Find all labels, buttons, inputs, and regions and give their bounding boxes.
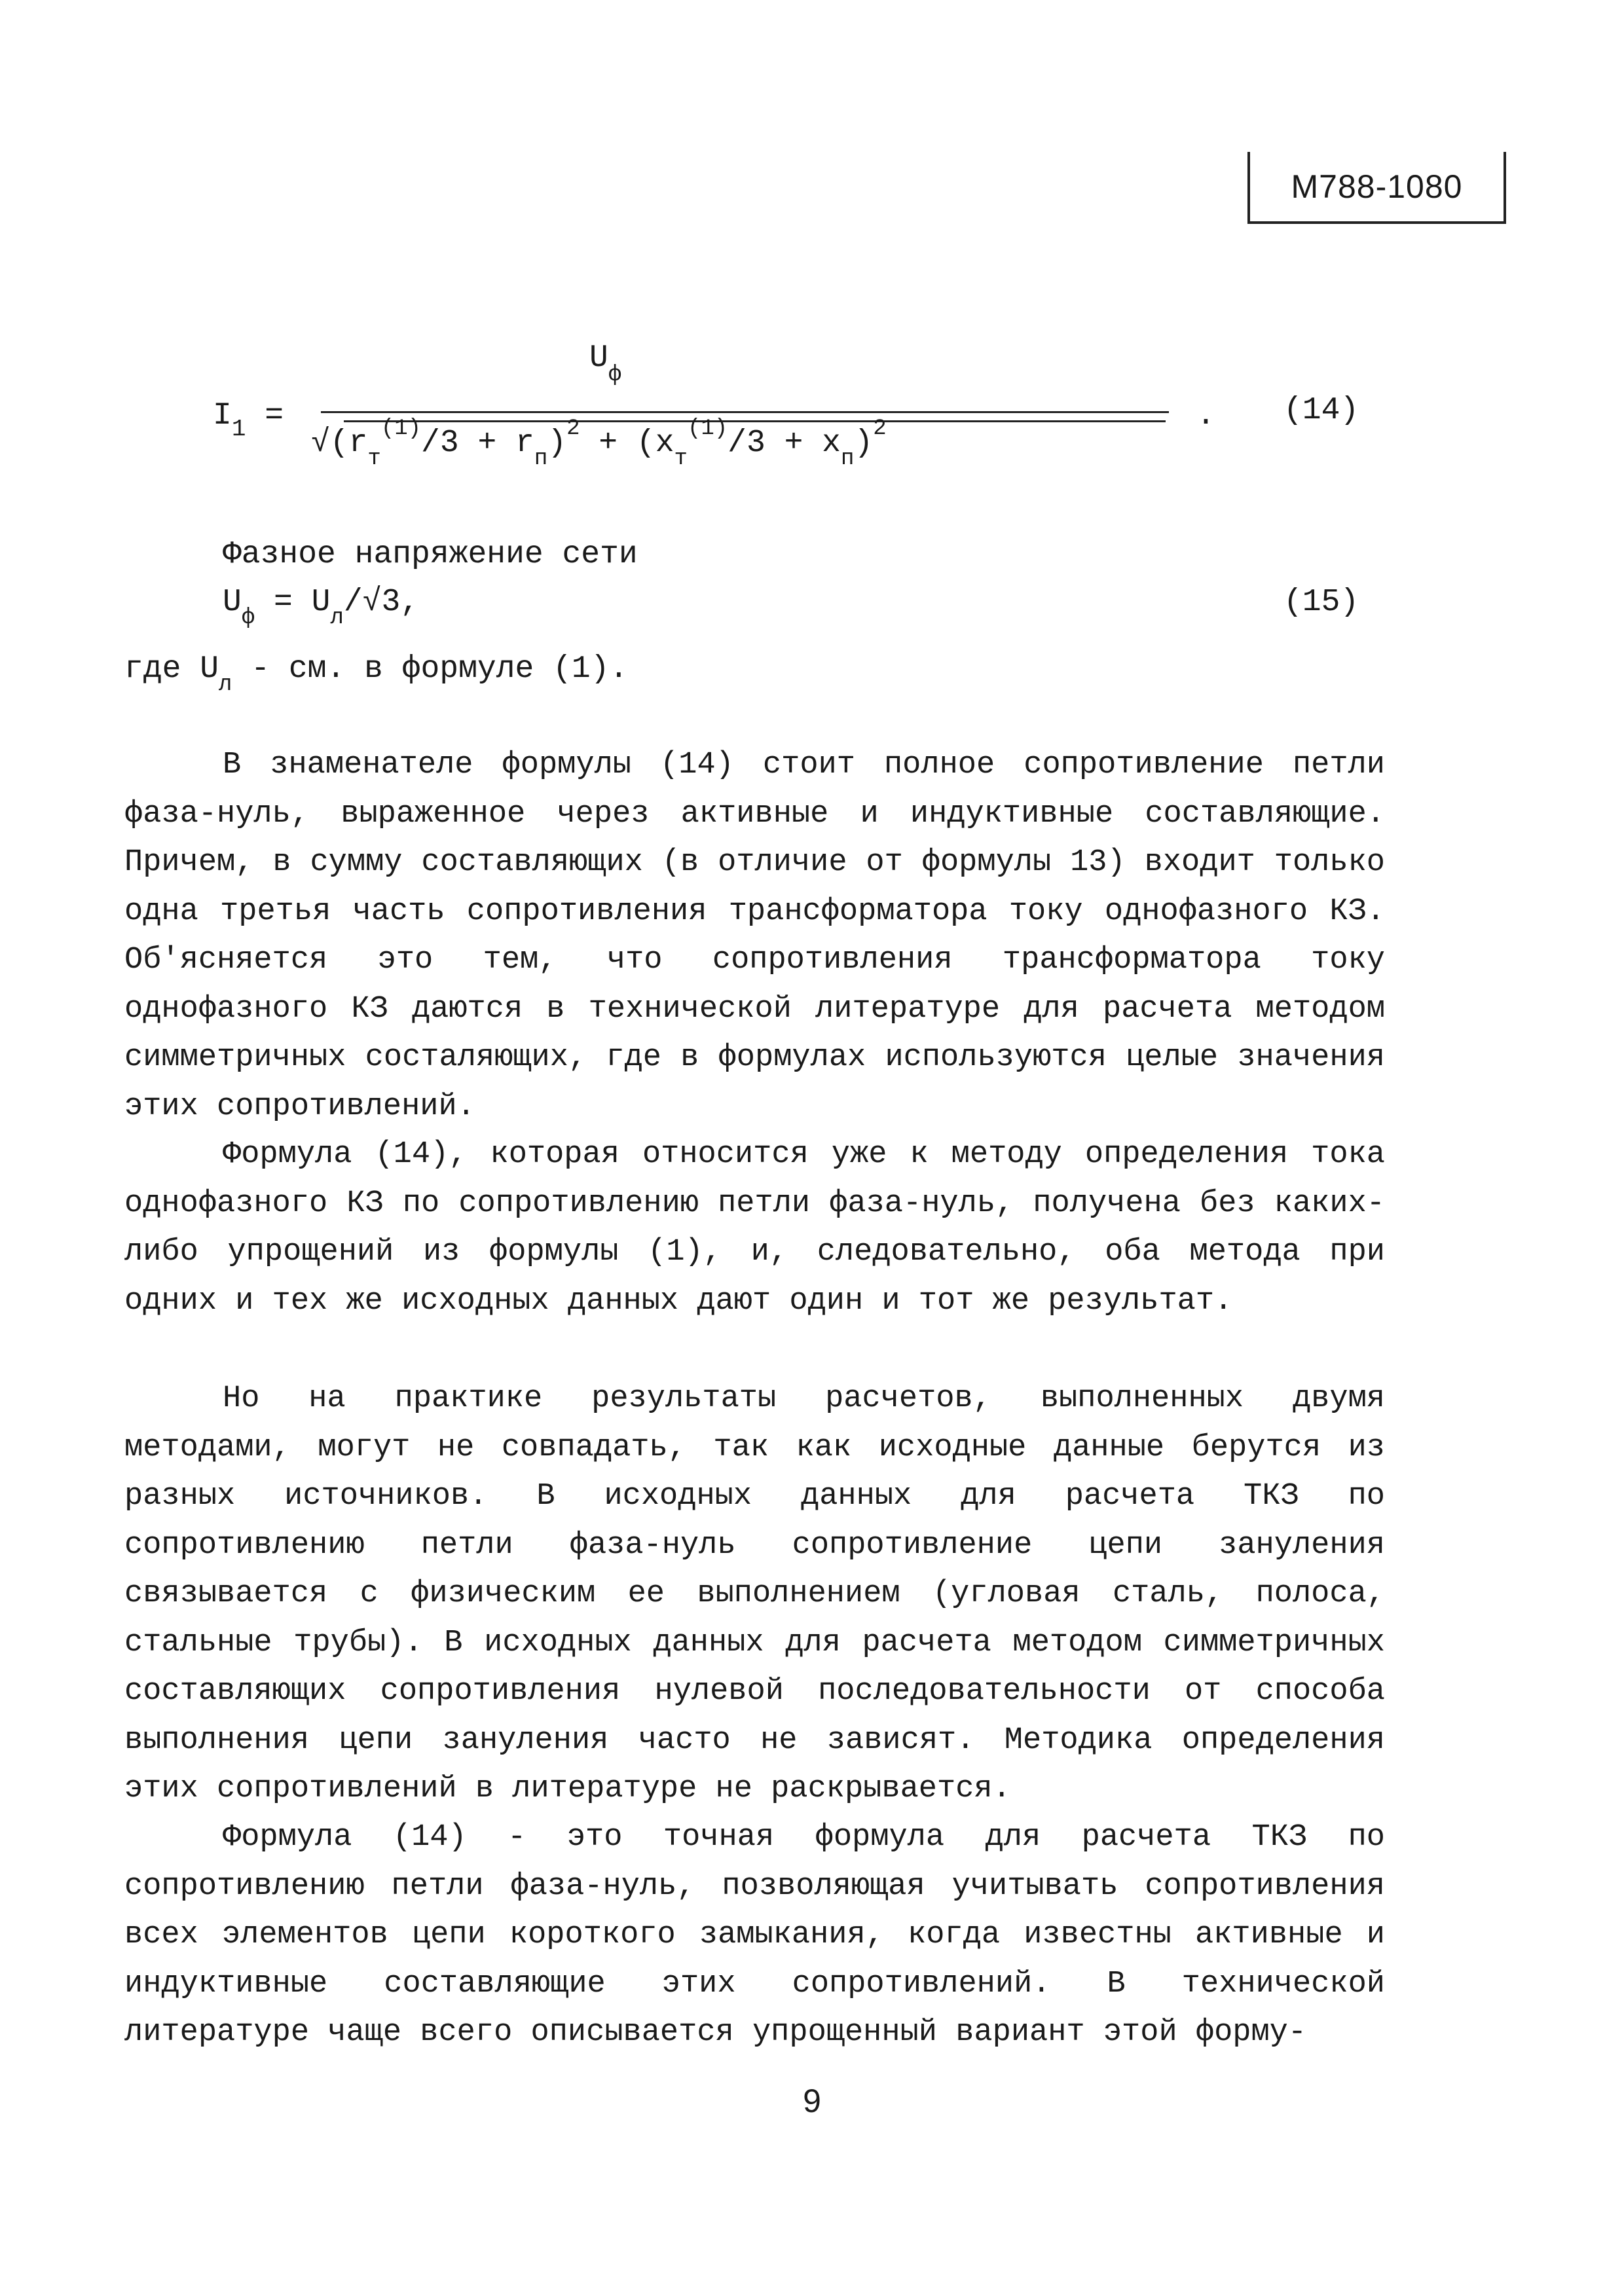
equation-number-14: (14) <box>1283 393 1359 428</box>
where-definition-line: где $U_л$ - см. в формуле (1). <box>124 651 629 697</box>
formula-14 <box>213 340 1392 498</box>
radical-overline <box>344 420 1166 422</box>
formula-15: $U_ф = U_л/√3$, <box>223 585 420 630</box>
paragraph-exact-formula: Формула (14) - это точная формула для расчета ТКЗ по сопротивлению петли фаза-нуль, позволяющая учитывать сопротивления всех элементов цепи короткого замыкания, когда известны активные и индуктивные составляющие этих сопротивлений. В технической литературе чаще всего описывается упрощенный вариант этой форму- <box>124 1820 1385 2050</box>
phase-voltage-label: Фазное напряжение сети <box>223 537 638 572</box>
page-number: 9 <box>803 2083 821 2119</box>
document-code-stamp <box>1247 152 1506 224</box>
equation-number-15: (15) <box>1283 585 1359 620</box>
formula-14-denominator: $√(r_т^{(1)}/3 + r_п)^2 + (x_т^{(1)}/3 + x_п)^2$ <box>311 416 887 471</box>
paragraph-denominator-explanation: В знаменателе формулы (14) стоит полное сопротивление петли фаза-нуль, выраженное через активные и индуктивные составляющие. Причем, в сумму составляющих (в отличие от формулы 13) входит только одна третья часть сопротивления трансформатора току однофазного КЗ. Об'ясняется это тем, что сопротивления трансформатора току однофазного КЗ даются в технической литературе для расчета методом симметричных состаляющих, где в формулах используются целые значения этих сопротивлений. <box>124 748 1385 1124</box>
document-code: М788-1080 <box>1291 168 1463 205</box>
paragraph-formula-14-derivation: Формула (14), которая относится уже к методу определения тока однофазного КЗ по сопротивлению петли фаза-нуль, получена без каких-либо упрощений из формулы (1), и, следовательно, оба метода при одних и тех же исходных данных дают один и тот же результат. <box>124 1137 1385 1319</box>
formula-14-numerator: $U_ф$ <box>589 340 622 388</box>
paragraph-practice-discrepancy: Но на практике результаты расчетов, выполненных двумя методами, могут не совпадать, так как исходные данные берутся из разных источников. В исходных данных для расчета ТКЗ по сопротивлению петли фаза-нуль сопротивление цепи зануления связывается с физическим ее выполнением (угловая сталь, полоса, стальные трубы). В исходных данных для расчета методом симметричных составляющих сопротивления нулевой последовательности от способа выполнения цепи зануления часто не зависят. Методика определения этих сопротивлений в литературе не раскрывается. <box>124 1381 1385 1806</box>
fraction-bar <box>321 411 1169 413</box>
formula-14-trailing-dot: . <box>1196 398 1215 433</box>
formula-14-lhs: $I_1$ = <box>213 398 284 443</box>
